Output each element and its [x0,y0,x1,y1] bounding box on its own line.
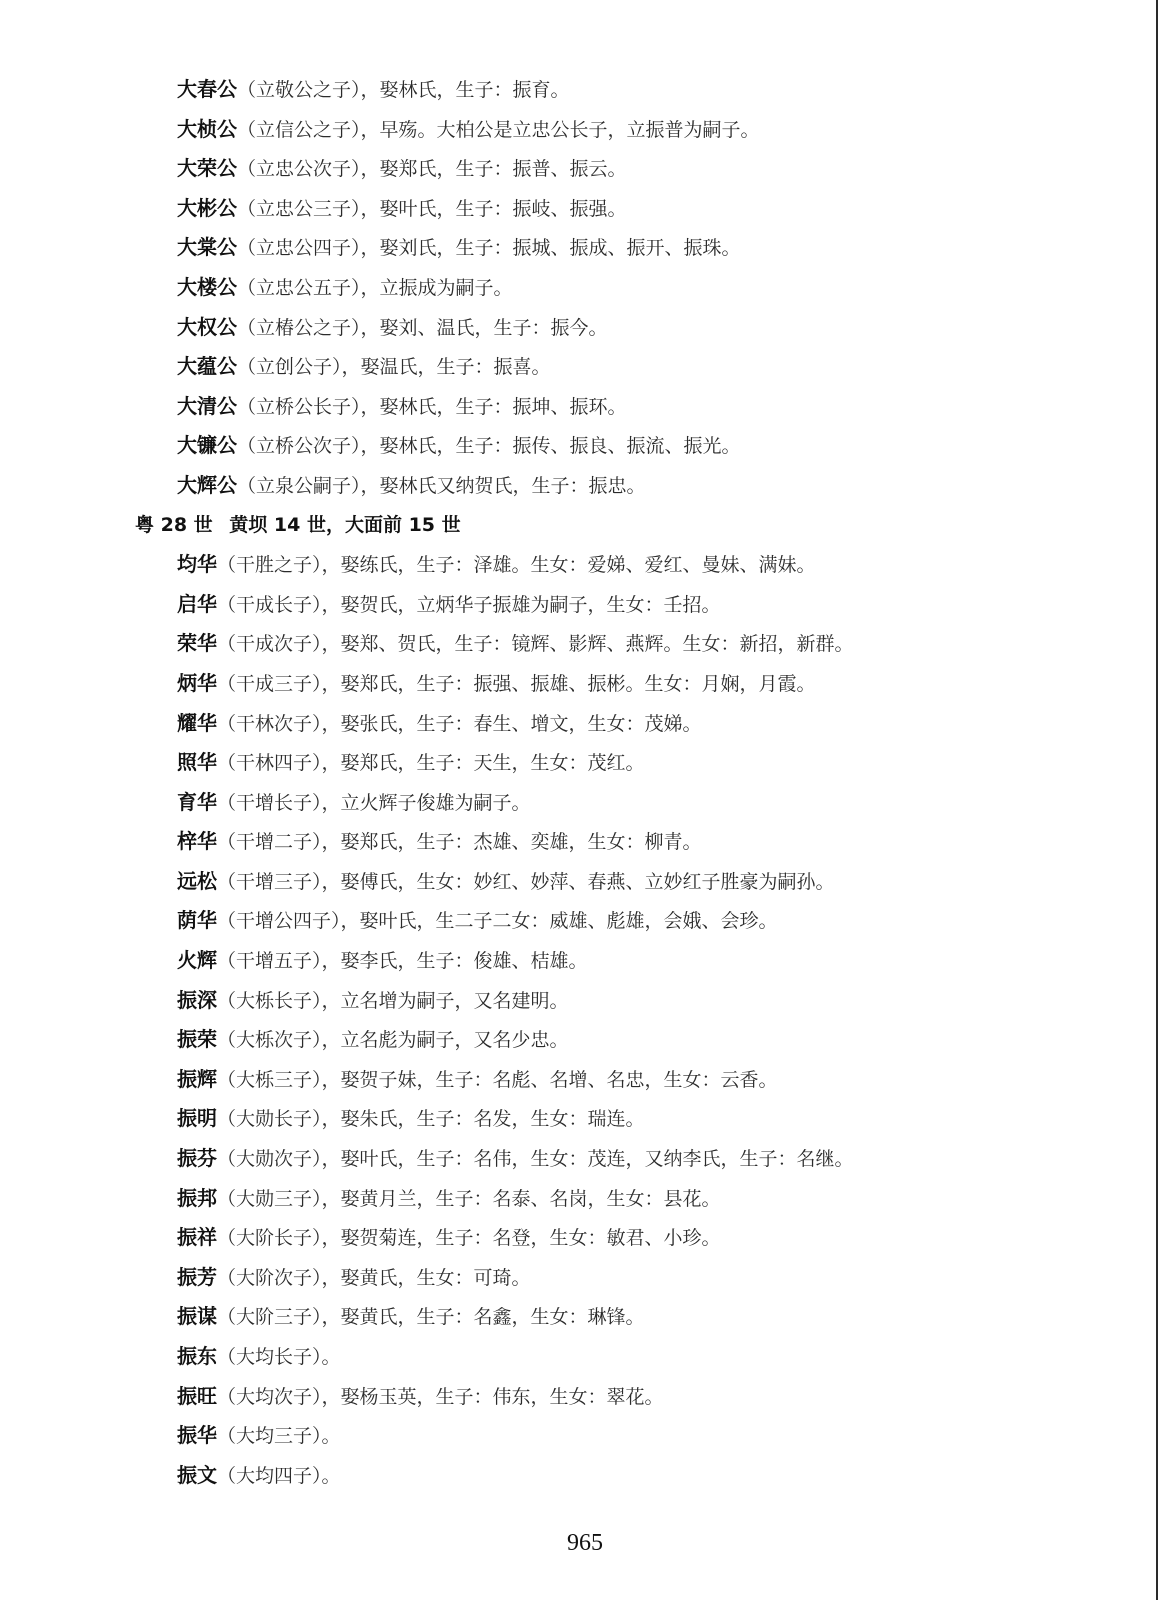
entry-name: 荣华 [177,631,217,656]
entry-name: 大清公 [177,393,237,418]
entry-name: 大蕴公 [177,354,237,379]
genealogy-entry [135,149,1135,189]
page-number: 965 [567,1530,603,1556]
entry-detail: （大勋次子），娶叶氏，生子：名伟，生女：茂连，又纳李氏，生子：名继。 [217,1148,854,1171]
genealogy-entry [135,585,1135,625]
genealogy-entry [135,1139,1135,1179]
entry-name: 振芳 [177,1264,217,1289]
entry-detail: （干增二子），娶郑氏，生子：杰雄、奕雄，生女：柳青。 [217,831,702,854]
entry-detail: （大阶三子），娶黄氏，生子：名鑫，生女：琳锋。 [217,1306,645,1329]
entry-detail: （立忠公次子），娶郑氏，生子：振普、振云。 [237,158,627,181]
entry-name: 振深 [177,987,217,1012]
genealogy-entry [135,228,1135,268]
entry-detail: （干增长子），立火辉子俊雄为嗣子。 [217,791,531,814]
entry-name: 火辉 [177,948,217,973]
entry-detail: （大勋长子），娶朱氏，生子：名发，生女：瑞连。 [217,1108,645,1131]
entry-name: 大彬公 [177,195,237,220]
entry-detail: （大勋三子），娶黄月兰，生子：名泰、名岗，生女：县花。 [217,1187,721,1210]
entry-name: 大辉公 [177,472,237,497]
generation-label-b: 黄坝 14 世，大面前 15 世 [229,513,461,536]
genealogy-entry [135,704,1135,744]
entry-name: 大权公 [177,314,237,339]
genealogy-entry [135,347,1135,387]
genealogy-entry [135,308,1135,348]
scan-edge-line [1156,0,1158,1600]
genealogy-entry [135,545,1135,585]
entry-detail: （干林次子），娶张氏，生子：春生、增文，生女：茂娣。 [217,712,702,735]
entry-detail: （干增五子），娶李氏，生子：俊雄、桔雄。 [217,950,588,973]
entry-detail: （大均长子）。 [217,1346,341,1368]
entry-detail: （干增公四子），娶叶氏，生二子二女：威雄、彪雄，会娥、会珍。 [217,910,778,933]
genealogy-entry [135,1099,1135,1139]
entry-detail: （立忠公三子），娶叶氏，生子：振岐、振强。 [237,197,627,220]
entry-name: 远松 [177,868,217,893]
entry-detail: （干增三子），娶傅氏，生女：妙红、妙萍、春燕、立妙红子胜豪为嗣孙。 [217,870,835,893]
genealogy-entry [135,1179,1135,1219]
genealogy-entry [135,1377,1135,1417]
generation-label-a: 粤 28 世 [135,513,213,536]
entry-detail: （干成长子），娶贺氏，立炳华子振雄为嗣子，生女：壬招。 [217,593,721,616]
entry-detail: （干林四子），娶郑氏，生子：天生，生女：茂红。 [217,752,645,775]
entry-name: 振祥 [177,1225,217,1250]
genealogy-entry [135,466,1135,506]
entry-detail: （干成三子），娶郑氏，生子：振强、振雄、振彬。生女：月娴，月霞。 [217,672,816,695]
entry-name: 振邦 [177,1185,217,1210]
genealogy-entry [135,783,1135,823]
entry-detail: （立桥公长子），娶林氏，生子：振坤、振环。 [237,395,627,418]
genealogy-entry [135,743,1135,783]
genealogy-entry [135,1218,1135,1258]
genealogy-entry [135,387,1135,427]
genealogy-entry [135,981,1135,1021]
entry-detail: （立桥公次子），娶林氏，生子：振传、振良、振流、振光。 [237,435,741,458]
entry-detail: （大阶长子），娶贺菊连，生子：名登，生女：敏君、小珍。 [217,1227,721,1250]
entry-name: 梓华 [177,829,217,854]
genealogy-entry [135,941,1135,981]
entry-detail: （立泉公嗣子），娶林氏又纳贺氏，生子：振忠。 [237,474,646,497]
genealogy-entry [135,1258,1135,1298]
entry-detail: （大栎三子），娶贺子妹，生子：名彪、名增、名忠，生女：云香。 [217,1068,778,1091]
entry-name: 荫华 [177,908,217,933]
entry-name: 均华 [177,552,217,577]
entry-name: 育华 [177,789,217,814]
genealogy-entry [135,1337,1135,1377]
genealogy-entry [135,70,1135,110]
entry-detail: （大均次子），娶杨玉英，生子：伟东，生女：翠花。 [217,1385,664,1408]
entry-name: 振谋 [177,1304,217,1329]
entry-detail: （干胜之子），娶练氏，生子：泽雄。生女：爱娣、爱红、曼妹、满妹。 [217,554,816,577]
entry-name: 振辉 [177,1066,217,1091]
entry-name: 启华 [177,591,217,616]
genealogy-entry [135,426,1135,466]
entry-detail: （干成次子），娶郑、贺氏，生子：镜辉、影辉、燕辉。生女：新招，新群。 [217,633,854,656]
entry-name: 振文 [177,1462,217,1487]
entry-name: 大楼公 [177,274,237,299]
genealogy-entry [135,1020,1135,1060]
entry-name: 大棠公 [177,235,237,260]
entry-name: 炳华 [177,670,217,695]
genealogy-content [135,70,1135,1495]
genealogy-entry [135,822,1135,862]
entry-name: 振华 [177,1423,217,1448]
genealogy-entry [135,664,1135,704]
genealogy-entry [135,1416,1135,1456]
genealogy-entry [135,110,1135,150]
entry-detail: （大栎长子），立名增为嗣子，又名建明。 [217,989,569,1012]
entry-detail: （立信公之子），早殇。大柏公是立忠公长子，立振普为嗣子。 [237,118,760,141]
genealogy-entry [135,268,1135,308]
genealogy-entry [135,1297,1135,1337]
entry-detail: （立敬公之子），娶林氏，生子：振育。 [237,79,570,101]
entry-name: 耀华 [177,710,217,735]
genealogy-entry [135,189,1135,229]
entry-name: 振明 [177,1106,217,1131]
entry-name: 照华 [177,750,217,775]
genealogy-entry [135,1060,1135,1100]
entry-detail: （立忠公五子），立振成为嗣子。 [237,276,513,299]
entry-detail: （立椿公之子），娶刘、温氏，生子：振今。 [237,316,608,339]
entry-name: 大荣公 [177,156,237,181]
entry-name: 振芬 [177,1146,217,1171]
entry-name: 大春公 [177,77,237,101]
entry-name: 大镰公 [177,433,237,458]
entry-detail: （立忠公四子），娶刘氏，生子：振城、振成、振开、振珠。 [237,237,741,260]
genealogy-entry [135,624,1135,664]
entry-name: 振荣 [177,1027,217,1052]
entry-detail: （立创公子），娶温氏，生子：振喜。 [237,356,551,379]
entry-name: 振旺 [177,1383,217,1408]
generation-heading [135,506,1135,546]
entry-detail: （大栎次子），立名彪为嗣子，又名少忠。 [217,1029,569,1052]
entry-detail: （大均三子）。 [217,1425,341,1448]
entry-detail: （大均四子）。 [217,1464,341,1487]
entry-name: 振东 [177,1344,217,1368]
entry-name: 大桢公 [177,116,237,141]
entry-list-top [135,70,1135,506]
genealogy-entry [135,901,1135,941]
entry-list-bottom [135,545,1135,1495]
genealogy-entry [135,862,1135,902]
genealogy-entry [135,1456,1135,1496]
entry-detail: （大阶次子），娶黄氏，生女：可琦。 [217,1266,531,1289]
